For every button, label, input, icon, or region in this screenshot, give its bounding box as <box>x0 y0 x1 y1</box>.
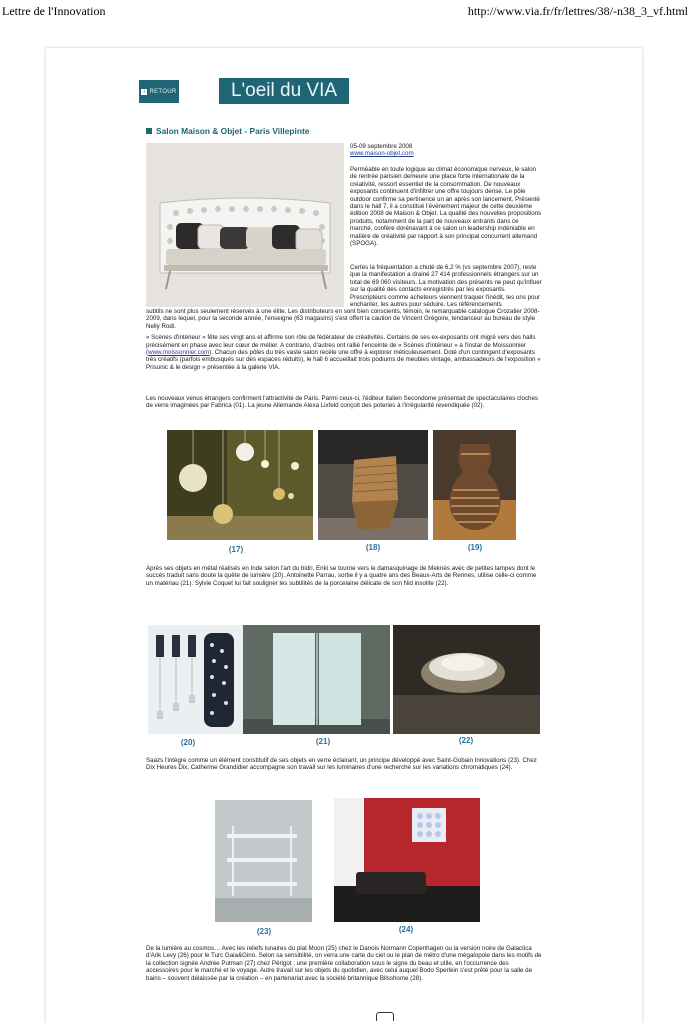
photo-17-pendant-lamps <box>167 430 313 540</box>
photo-18-cardboard-chair <box>318 430 428 540</box>
paragraph-intro: Perméable en toute logique au climat économique nerveux, le salon de rentrée parisien demeure une place forte internationale de la créativité, ressort essentiel de la consommation. De nouveaux exposants continuent d'infiltrer une offre toujours dense. Le pôle outdoor confirme sa pertinence un an après son lancement. Présenté dans le hall 7, il a constitué l'événement majeur de cette deuxième édition 2008 de Maison & Objet. La qualité des nouvelles propositions produits, notamment de la part de nouveaux entrants dans ce marché, confère dorénavant à ce salon un leadership indéniable en matière de créativité par rapport à son principal concurrent allemand (SPOGA). <box>350 166 542 248</box>
paragraph-saazs: Saazs l'intègre comme un élément constitutif de ses objets en verre éclairant, un principe développé avec Saint-Gobain Innovations (23). Chez Dix Heures Dix, Catherine Grandidier accompagne son travail sur les luminaires d'une recherche sur les variations chromatiques (24). <box>146 757 537 772</box>
section-title: Salon Maison & Objet - Paris Villepinte <box>146 126 309 136</box>
event-date-block <box>350 143 530 158</box>
page-scroll-handle[interactable] <box>376 1012 394 1021</box>
photo-21-light-panels <box>243 625 390 734</box>
caption-17: (17) <box>228 545 244 554</box>
caption-18: (18) <box>365 543 381 552</box>
photo-23-glass-shelves <box>215 800 312 922</box>
paragraph-foreign-exhibitors: Les nouveaux venus étrangers confirment l'attractivité de Paris. Parmi ceux-ci, l'éditeur italien Secondome présentait de spectaculaires cloches de verre imaginées par Fabrica (01). La jeune Allemande Alexa Lixfeld conçoit des poteries à l'irrégularité revendiquée (02). <box>146 395 539 410</box>
caption-21: (21) <box>315 737 331 746</box>
paragraph-enki: Après ses objets en métal réalisés en Inde selon l'art du bidri, Enki se tourne vers le damasquinage de Meknès avec de petites lampes dont le succès traduit sans doute la quête de lumière (20). Antoinette Parrau, sortie il y a quatre ans des Beaux-Arts de Rennes, utilise celle-ci comme un matériau (21). Sylvie Coquet lui fait souligner les subtilités de la porcelaine délicate de son Nid insolite (22). <box>146 565 537 587</box>
caption-19: (19) <box>467 543 483 552</box>
event-website-link[interactable]: www.maison-objet.com <box>350 150 414 158</box>
paragraph-cosmos: De la lumière au cosmos… Avec les reliefs lunaires du plat Moon (25) chez le Danois Normann Copenhagen ou la version noire de Galactica d'Arik Levy (26) pour le Turc Gaia&Gino. Selon sa sensibilité, on verra une carte du ciel ou le plan de métro d'une mégalopole dans les motifs de la collection signée Andrée Putman (27) chez Périgot ; une première collaboration sous le signe du beau et utile, en l'occurrence des accessoires pour le marché et le voyage. Autre travail sur les objets du quotidien, avec celui auquel Bodo Sperlein s'est prêté pour la salle de bains – souvent délaissée par la création – en partenariat avec la société britannique Bilsshome (28). <box>146 945 542 982</box>
square-bullet-icon <box>146 128 152 134</box>
caption-20: (20) <box>180 738 196 747</box>
caption-24: (24) <box>398 925 414 934</box>
paragraph-full-width <box>146 308 542 375</box>
caption-22: (22) <box>458 736 474 745</box>
photo-22-porcelain-nest <box>393 625 540 734</box>
paragraph-attendance: Certes la fréquentation a chuté de 6,2 % (vs septembre 2007), reste que la manifestation a drainé 27 414 professionnels étrangers sur un total de 69 060 visiteurs. La motivation des présents ne peut qu'influer sur la qualité des contacts enregistrés par les exposants. Prescripteurs comme acheteurs viennent traquer l'inédit, les uns pour enchanter, les autres pour séduire. Les référencements <box>350 264 542 309</box>
photo-sofa <box>146 143 344 307</box>
moissonnier-link[interactable]: www.moissonnier.com <box>148 349 210 357</box>
banner-title: L'oeil du VIA <box>219 78 349 104</box>
retour-button[interactable] <box>139 80 179 103</box>
event-date: 05-09 septembre 2008 <box>350 143 413 150</box>
photo-20-small-lamps <box>148 625 243 734</box>
browser-url: http://www.via.fr/fr/lettres/38/-n38_3_vf.html <box>467 4 688 18</box>
photo-19-striped-vase <box>433 430 516 540</box>
photo-24-red-room-luminaire <box>334 798 480 922</box>
paragraph-referencements: subtils ne sont plus seulement réservés à une élite. Les distributeurs en sont bien conscients, témoin, le remarquable catalogue Crozatier 2008-2009, dans lequel, pour la seconde année, l'enseigne (63 magasins) s'est offert la caution de Vincent Grégoire, tendanceur au bureau de style Nelly Rodi. <box>146 308 540 330</box>
browser-page-title: Lettre de l'Innovation <box>2 4 106 18</box>
back-arrow-icon: ‹ <box>143 88 146 95</box>
paragraph-scenes-interieur: « Scènes d'intérieur » fête ses vingt ans et affirme son rôle de fédérateur de créativités. Certains de ses ex-exposants ont migré vers des halls précisément en phase avec leur cœur de métier. A contrario, d'autres ont rallié l'enceinte de « Scènes d'intérieur » à l'instar de Moissonnier (www.moissonnier.com). Chacun des pôles du très vaste salon recèle une offre à explorer méticuleusement. Doté d'un contingent d'exposants très créatifs (parfois embusqués sur des espaces réduits), le hall 6 accueillait trois podiums de meubles vintage, ambassadeurs de l'exposition « Prisunic & le design » présentée à la galerie VIA. <box>146 334 541 371</box>
caption-23: (23) <box>256 927 272 936</box>
retour-label: RETOUR <box>149 88 177 95</box>
